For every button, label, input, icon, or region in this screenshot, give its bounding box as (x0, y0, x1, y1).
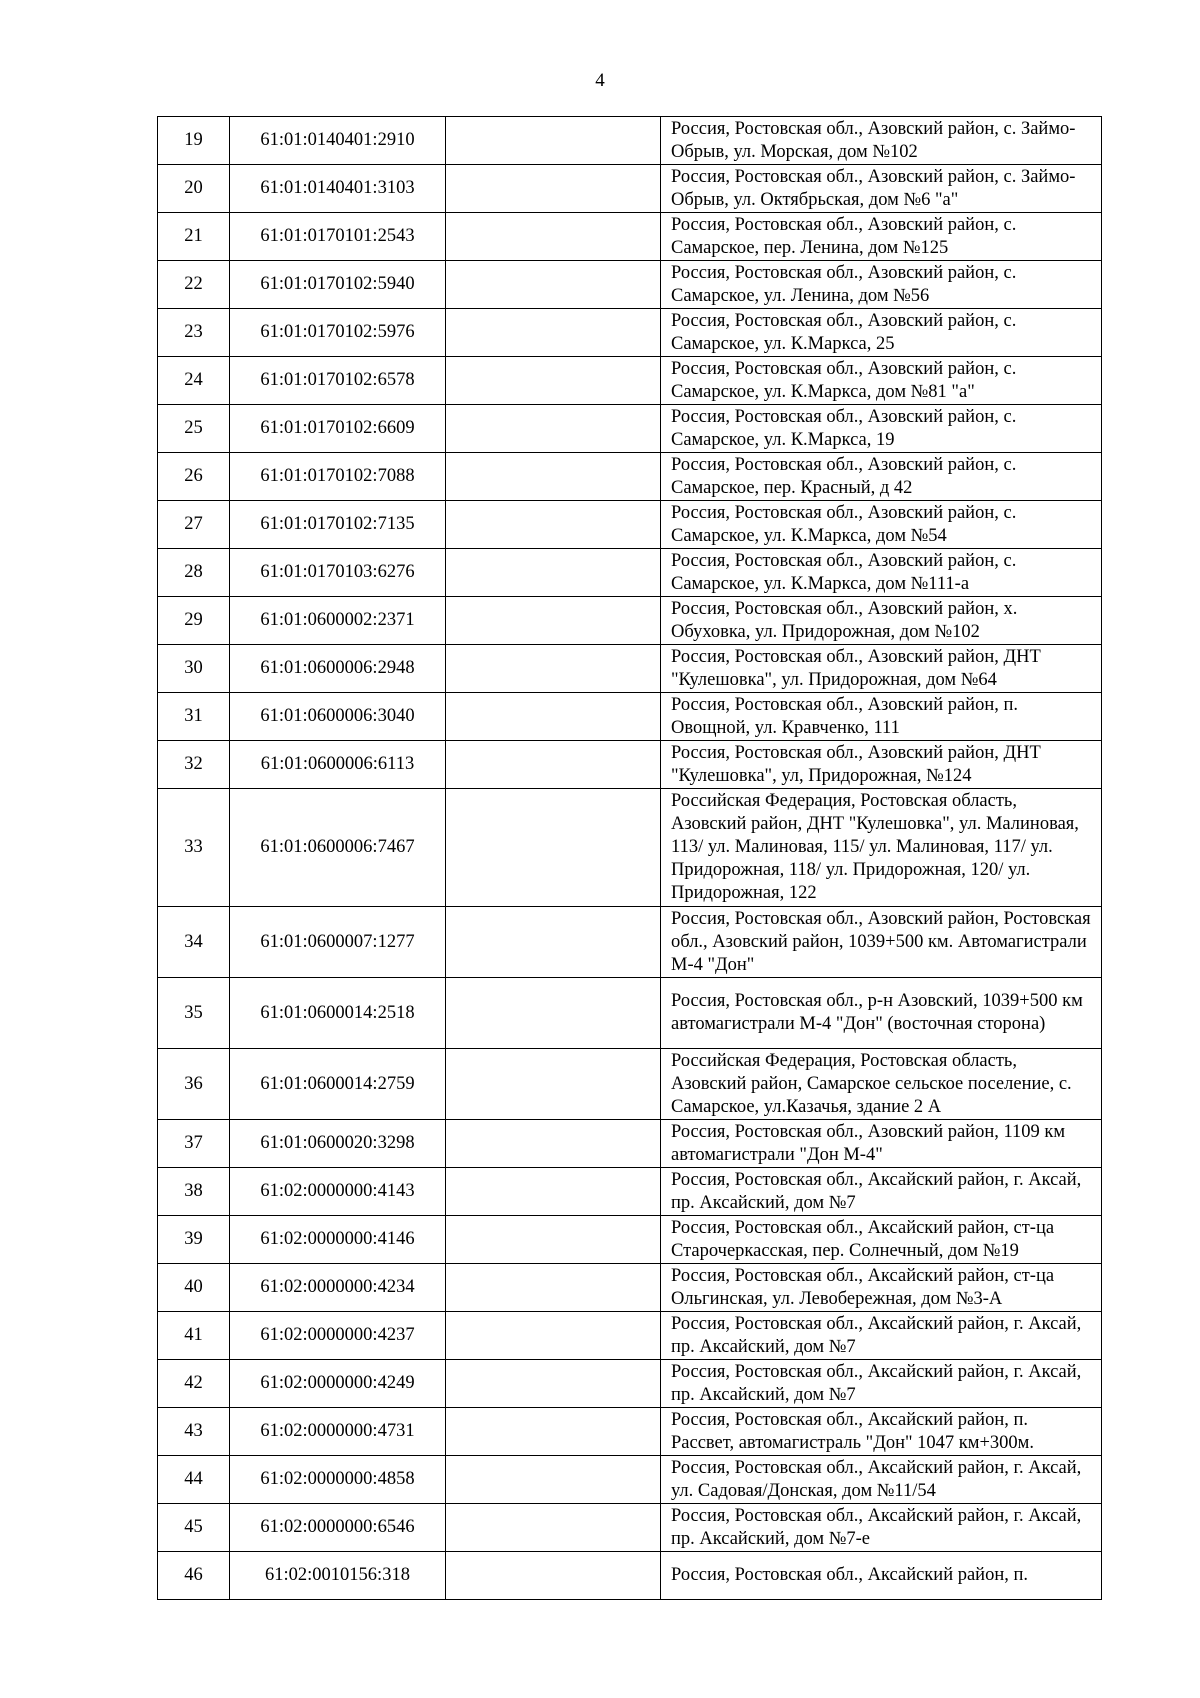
row-number-cell: 21 (158, 213, 230, 261)
cadastral-number-cell: 61:01:0600014:2759 (230, 1049, 446, 1120)
empty-cell (446, 357, 661, 405)
row-number-cell: 26 (158, 453, 230, 501)
empty-cell (446, 549, 661, 597)
empty-cell (446, 165, 661, 213)
property-table (157, 116, 1102, 1600)
cadastral-number-cell: 61:02:0000000:4237 (230, 1312, 446, 1360)
page-number: 4 (595, 70, 605, 91)
cadastral-number-cell: 61:02:0010156:318 (230, 1552, 446, 1600)
address-cell: Россия, Ростовская обл., Азовский район, с. Самарское, ул. К.Маркса, 19 (661, 405, 1102, 453)
row-number-cell: 29 (158, 597, 230, 645)
address-cell: Россия, Ростовская обл., Аксайский район, г. Аксай, ул. Садовая/Донская, дом №11/54 (661, 1456, 1102, 1504)
row-number-cell: 42 (158, 1360, 230, 1408)
address-cell: Россия, Ростовская обл., Аксайский район, п. Рассвет, автомагистраль "Дон" 1047 км+300м. (661, 1408, 1102, 1456)
table-row (158, 1552, 1102, 1600)
table-row (158, 1504, 1102, 1552)
address-cell: Россия, Ростовская обл., Азовский район, Ростовская обл., Азовский район, 1039+500 км. Автомагистрали М-4 "Дон" (661, 907, 1102, 978)
empty-cell (446, 309, 661, 357)
address-cell: Россия, Ростовская обл., Азовский район, 1109 км автомагистрали "Дон М-4" (661, 1120, 1102, 1168)
row-number-cell: 38 (158, 1168, 230, 1216)
table-row (158, 501, 1102, 549)
table-row (158, 1120, 1102, 1168)
empty-cell (446, 501, 661, 549)
cadastral-number-cell: 61:01:0170101:2543 (230, 213, 446, 261)
cadastral-number-cell: 61:02:0000000:4249 (230, 1360, 446, 1408)
table-row (158, 741, 1102, 789)
address-cell: Россия, Ростовская обл., Азовский район, п. Овощной, ул. Кравченко, 111 (661, 693, 1102, 741)
row-number-cell: 39 (158, 1216, 230, 1264)
address-cell: Российская Федерация, Ростовская область, Азовский район, ДНТ "Кулешовка", ул. Малиновая, 113/ ул. Малиновая, 115/ ул. Малиновая, 117/ ул. Придорожная, 118/ ул. Придорожная, 120/ ул. Придорожная, 122 (661, 789, 1102, 907)
table-row (158, 261, 1102, 309)
empty-cell (446, 1456, 661, 1504)
cadastral-number-cell: 61:01:0170102:7135 (230, 501, 446, 549)
empty-cell (446, 1168, 661, 1216)
cadastral-number-cell: 61:01:0170102:5940 (230, 261, 446, 309)
cadastral-number-cell: 61:01:0600002:2371 (230, 597, 446, 645)
row-number-cell: 41 (158, 1312, 230, 1360)
table-row (158, 1360, 1102, 1408)
empty-cell (446, 117, 661, 165)
cadastral-number-cell: 61:01:0600006:6113 (230, 741, 446, 789)
address-cell: Россия, Ростовская обл., Аксайский район, г. Аксай, пр. Аксайский, дом №7 (661, 1312, 1102, 1360)
empty-cell (446, 741, 661, 789)
row-number-cell: 20 (158, 165, 230, 213)
empty-cell (446, 645, 661, 693)
address-cell: Россия, Ростовская обл., Азовский район, с. Самарское, ул. К.Маркса, 25 (661, 309, 1102, 357)
address-cell: Россия, Ростовская обл., Азовский район, х. Обуховка, ул. Придорожная, дом №102 (661, 597, 1102, 645)
row-number-cell: 33 (158, 789, 230, 907)
cadastral-number-cell: 61:02:0000000:4234 (230, 1264, 446, 1312)
address-cell: Россия, Ростовская обл., Азовский район, ДНТ "Кулешовка", ул. Придорожная, дом №64 (661, 645, 1102, 693)
row-number-cell: 25 (158, 405, 230, 453)
address-cell: Россия, Ростовская обл., Азовский район, с. Самарское, ул. К.Маркса, дом №111-а (661, 549, 1102, 597)
cadastral-number-cell: 61:02:0000000:6546 (230, 1504, 446, 1552)
empty-cell (446, 1312, 661, 1360)
address-cell: Россия, Ростовская обл., Аксайский район, п. (661, 1552, 1102, 1600)
empty-cell (446, 1552, 661, 1600)
empty-cell (446, 789, 661, 907)
empty-cell (446, 1408, 661, 1456)
address-cell: Россия, Ростовская обл., Азовский район, с. Самарское, ул. К.Маркса, дом №54 (661, 501, 1102, 549)
row-number-cell: 34 (158, 907, 230, 978)
empty-cell (446, 1504, 661, 1552)
row-number-cell: 40 (158, 1264, 230, 1312)
address-cell: Россия, Ростовская обл., р-н Азовский, 1039+500 км автомагистрали М-4 "Дон" (восточная сторона) (661, 978, 1102, 1049)
row-number-cell: 31 (158, 693, 230, 741)
empty-cell (446, 1360, 661, 1408)
table-row (158, 1264, 1102, 1312)
row-number-cell: 19 (158, 117, 230, 165)
row-number-cell: 43 (158, 1408, 230, 1456)
table-row (158, 978, 1102, 1049)
address-cell: Россия, Ростовская обл., Аксайский район, ст-ца Ольгинская, ул. Левобережная, дом №3-А (661, 1264, 1102, 1312)
table-row (158, 117, 1102, 165)
empty-cell (446, 1120, 661, 1168)
empty-cell (446, 213, 661, 261)
row-number-cell: 45 (158, 1504, 230, 1552)
table-row (158, 693, 1102, 741)
cadastral-number-cell: 61:01:0170102:6609 (230, 405, 446, 453)
cadastral-number-cell: 61:01:0170103:6276 (230, 549, 446, 597)
cadastral-number-cell: 61:01:0600007:1277 (230, 907, 446, 978)
empty-cell (446, 907, 661, 978)
cadastral-number-cell: 61:01:0170102:5976 (230, 309, 446, 357)
table-row (158, 1312, 1102, 1360)
row-number-cell: 44 (158, 1456, 230, 1504)
table-row (158, 453, 1102, 501)
cadastral-number-cell: 61:01:0600006:3040 (230, 693, 446, 741)
table-row (158, 789, 1102, 907)
cadastral-number-cell: 61:01:0140401:2910 (230, 117, 446, 165)
table-row (158, 1168, 1102, 1216)
row-number-cell: 28 (158, 549, 230, 597)
address-cell: Россия, Ростовская обл., Азовский район, с. Займо-Обрыв, ул. Октябрьская, дом №6 "а" (661, 165, 1102, 213)
table-row (158, 405, 1102, 453)
address-cell: Россия, Ростовская обл., Азовский район, с. Самарское, ул. Ленина, дом №56 (661, 261, 1102, 309)
row-number-cell: 23 (158, 309, 230, 357)
address-cell: Россия, Ростовская обл., Азовский район, с. Самарское, пер. Ленина, дом №125 (661, 213, 1102, 261)
address-cell: Российская Федерация, Ростовская область, Азовский район, Самарское сельское поселение, с. Самарское, ул.Казачья, здание 2 А (661, 1049, 1102, 1120)
cadastral-number-cell: 61:01:0170102:7088 (230, 453, 446, 501)
row-number-cell: 35 (158, 978, 230, 1049)
row-number-cell: 32 (158, 741, 230, 789)
empty-cell (446, 1216, 661, 1264)
cadastral-number-cell: 61:02:0000000:4143 (230, 1168, 446, 1216)
cadastral-number-cell: 61:01:0170102:6578 (230, 357, 446, 405)
property-table-body (158, 117, 1102, 1600)
cadastral-number-cell: 61:02:0000000:4731 (230, 1408, 446, 1456)
table-row (158, 1456, 1102, 1504)
row-number-cell: 46 (158, 1552, 230, 1600)
table-row (158, 1216, 1102, 1264)
row-number-cell: 24 (158, 357, 230, 405)
table-row (158, 645, 1102, 693)
cadastral-number-cell: 61:02:0000000:4858 (230, 1456, 446, 1504)
cadastral-number-cell: 61:01:0600006:2948 (230, 645, 446, 693)
table-row (158, 309, 1102, 357)
cadastral-number-cell: 61:02:0000000:4146 (230, 1216, 446, 1264)
table-row (158, 213, 1102, 261)
table-row (158, 357, 1102, 405)
address-cell: Россия, Ростовская обл., Азовский район, с. Самарское, пер. Красный, д 42 (661, 453, 1102, 501)
empty-cell (446, 597, 661, 645)
cadastral-number-cell: 61:01:0600014:2518 (230, 978, 446, 1049)
table-row (158, 907, 1102, 978)
address-cell: Россия, Ростовская обл., Азовский район, с. Займо-Обрыв, ул. Морская, дом №102 (661, 117, 1102, 165)
table-row (158, 165, 1102, 213)
row-number-cell: 27 (158, 501, 230, 549)
row-number-cell: 30 (158, 645, 230, 693)
empty-cell (446, 1049, 661, 1120)
row-number-cell: 37 (158, 1120, 230, 1168)
table-row (158, 549, 1102, 597)
address-cell: Россия, Ростовская обл., Аксайский район, ст-ца Старочеркасская, пер. Солнечный, дом №19 (661, 1216, 1102, 1264)
cadastral-number-cell: 61:01:0600020:3298 (230, 1120, 446, 1168)
empty-cell (446, 453, 661, 501)
empty-cell (446, 261, 661, 309)
table-row (158, 597, 1102, 645)
address-cell: Россия, Ростовская обл., Азовский район, с. Самарское, ул. К.Маркса, дом №81 "а" (661, 357, 1102, 405)
address-cell: Россия, Ростовская обл., Аксайский район, г. Аксай, пр. Аксайский, дом №7 (661, 1360, 1102, 1408)
empty-cell (446, 1264, 661, 1312)
cadastral-number-cell: 61:01:0140401:3103 (230, 165, 446, 213)
table-row (158, 1049, 1102, 1120)
address-cell: Россия, Ростовская обл., Азовский район, ДНТ "Кулешовка", ул, Придорожная, №124 (661, 741, 1102, 789)
empty-cell (446, 978, 661, 1049)
empty-cell (446, 693, 661, 741)
cadastral-number-cell: 61:01:0600006:7467 (230, 789, 446, 907)
row-number-cell: 22 (158, 261, 230, 309)
empty-cell (446, 405, 661, 453)
address-cell: Россия, Ростовская обл., Аксайский район, г. Аксай, пр. Аксайский, дом №7-е (661, 1504, 1102, 1552)
table-row (158, 1408, 1102, 1456)
row-number-cell: 36 (158, 1049, 230, 1120)
address-cell: Россия, Ростовская обл., Аксайский район, г. Аксай, пр. Аксайский, дом №7 (661, 1168, 1102, 1216)
